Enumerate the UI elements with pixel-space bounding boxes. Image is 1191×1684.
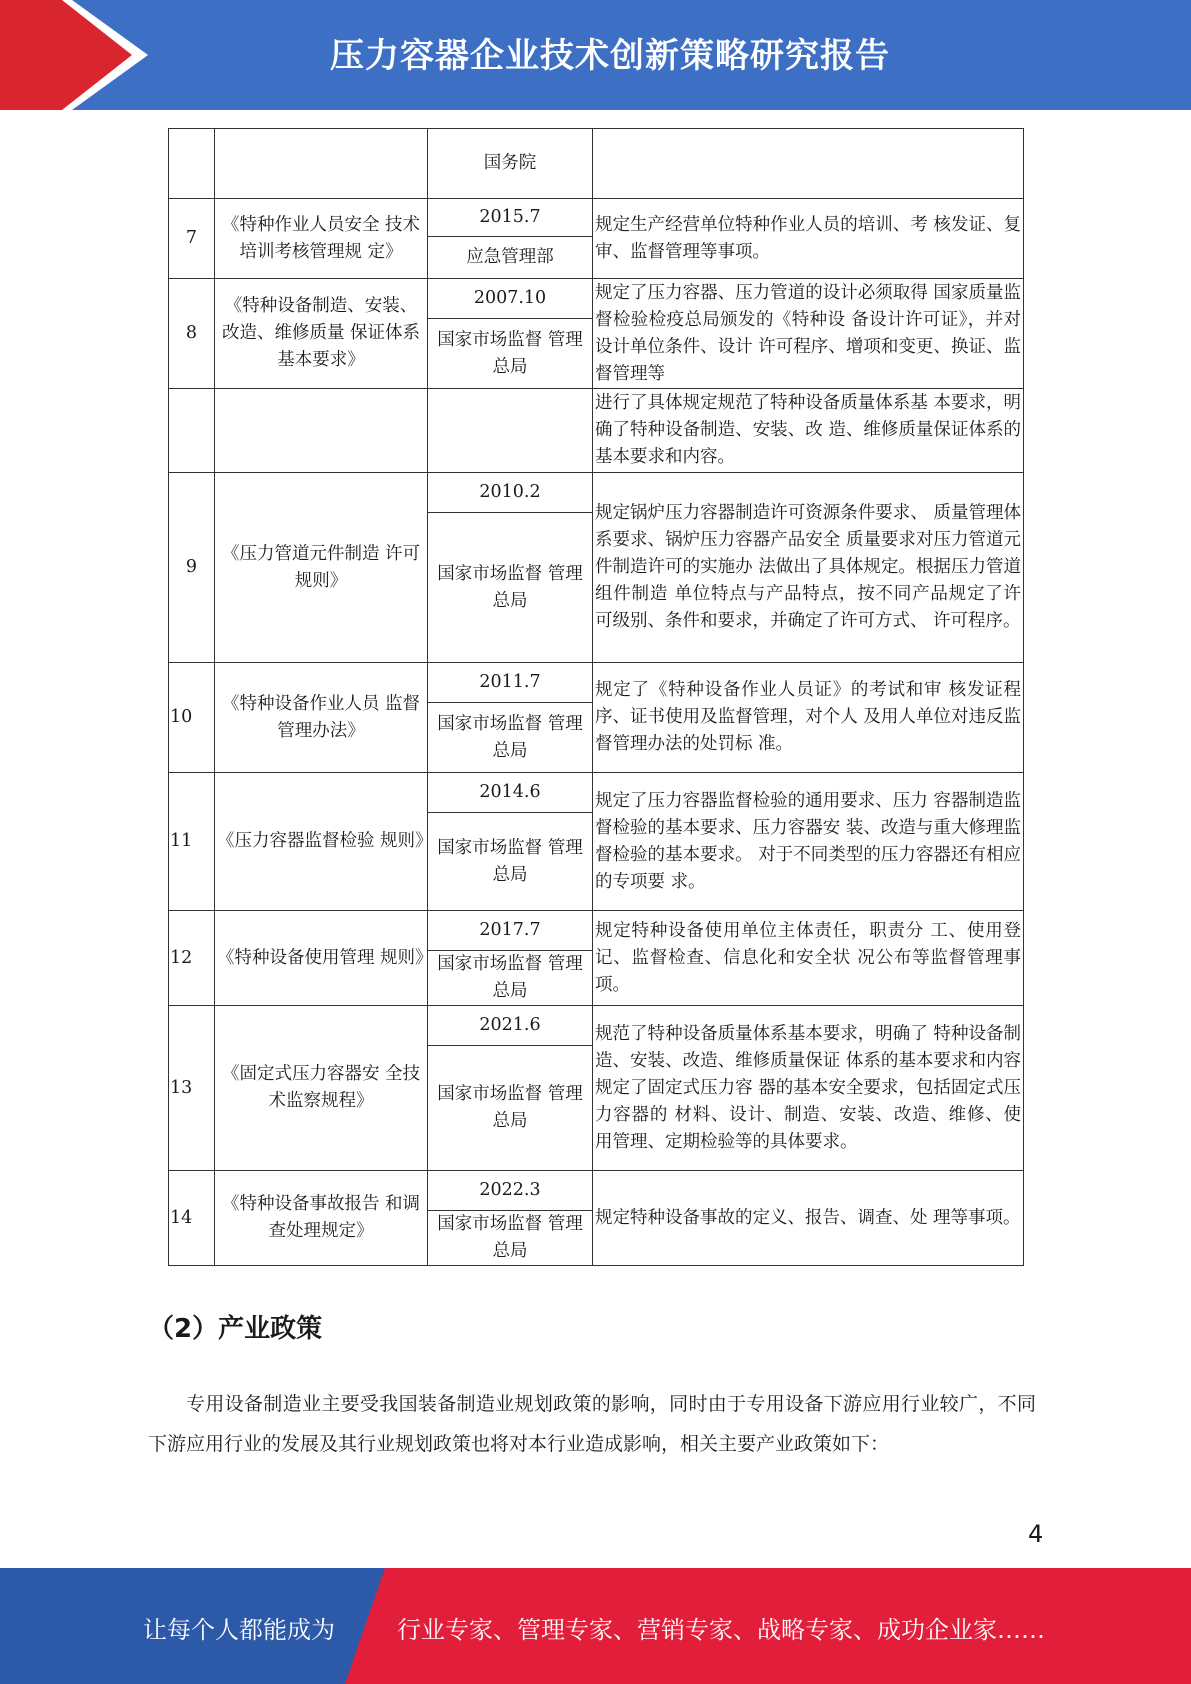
report-title: 压力容器企业技术创新策略研究报告 [330, 36, 890, 76]
page-footer [0, 1568, 1191, 1684]
table-cell-name: 《特种作业人员安全 技术培训考核管理规 定》 [215, 199, 428, 279]
table-cell-no: 12 [169, 911, 215, 1006]
table-cell-desc: 规定锅炉压力容器制造许可资源条件要求、 质量管理体系要求、锅炉压力容器产品安全 质量要求对压力管道元件制造许可的实施办 法做出了具体规定。根据压力管道组件制造 单位特点与产品特点，按不同产品规定了许 可级别、条件和要求，并确定了许可方式、 许可程序。 [593, 473, 1024, 663]
table-cell-authority: 国家市场监督 管理总局 [428, 703, 593, 773]
table-cell-date: 2015.7 [428, 199, 593, 237]
section-heading: （2）产业政策 [148, 1314, 323, 1344]
table-cell-name: 《特种设备作业人员 监督管理办法》 [215, 663, 428, 773]
table-cell-authority: 国家市场监督 管理总局 [428, 319, 593, 389]
table-cell-authority: 应急管理部 [428, 237, 593, 279]
page-header [0, 0, 1191, 110]
table-cell-authority: 国务院 [428, 129, 593, 199]
table-cell-desc: 规定了压力容器监督检验的通用要求、压力 容器制造监督检验的基本要求、压力容器安 装、改造与重大修理监督检验的基本要求。 对于不同类型的压力容器还有相应的专项要 求。 [593, 773, 1024, 911]
table-cell-no: 8 [169, 279, 215, 389]
table-cell-no: 14 [169, 1171, 215, 1266]
table-cell-date: 2022.3 [428, 1171, 593, 1211]
table-cell-no: 10 [169, 663, 215, 773]
table-row [169, 199, 1024, 237]
page-number: 4 [1028, 1520, 1044, 1548]
regulations-table [168, 128, 1024, 1266]
table-cell-name: 《特种设备事故报告 和调查处理规定》 [215, 1171, 428, 1266]
table-cell-name [215, 389, 428, 473]
table-cell-date: 2011.7 [428, 663, 593, 703]
table-row [169, 911, 1024, 951]
table-row [169, 663, 1024, 703]
table-cell-desc: 规范了特种设备质量体系基本要求，明确了 特种设备制造、安装、改造、维修质量保证 体系的基本要求和内容规定了固定式压力容 器的基本安全要求，包括固定式压力容器的 材料、设计、制造、安装、改造、维修、使 用管理、定期检验等的具体要求。 [593, 1006, 1024, 1171]
table-cell-date: 2021.6 [428, 1006, 593, 1046]
table-cell-desc [593, 129, 1024, 199]
table-cell-authority: 国家市场监督 管理总局 [428, 1211, 593, 1266]
table-cell-name [215, 129, 428, 199]
table-cell-name: 《压力管道元件制造 许可规则》 [215, 473, 428, 663]
table-cell-authority: 国家市场监督 管理总局 [428, 951, 593, 1006]
table-cell-name: 《固定式压力容器安 全技术监察规程》 [215, 1006, 428, 1171]
table-cell-no: 9 [169, 473, 215, 663]
table-row [169, 473, 1024, 513]
table-cell-no [169, 129, 215, 199]
table-cell-date: 2017.7 [428, 911, 593, 951]
table-cell-name: 《特种设备制造、安装、改造、维修质量 保证体系基本要求》 [215, 279, 428, 389]
table-row [169, 773, 1024, 813]
footer-slogan: 行业专家、管理专家、营销专家、战略专家、成功企业家…… [397, 1616, 1045, 1644]
table-cell-date: 2014.6 [428, 773, 593, 813]
table-cell-desc: 规定了《特种设备作业人员证》的考试和审 核发证程序、证书使用及监督管理，对个人 及用人单位对违反监督管理办法的处罚标 准。 [593, 663, 1024, 773]
table-row [169, 129, 1024, 199]
table-row [169, 1006, 1024, 1046]
table-cell-desc: 规定生产经营单位特种作业人员的培训、考 核发证、复审、监督管理等事项。 [593, 199, 1024, 279]
table-row [169, 1171, 1024, 1211]
body-paragraph: 专用设备制造业主要受我国装备制造业规划政策的影响，同时由于专用设备下游应用行业较广，不同下游应用行业的发展及其行业规划政策也将对本行业造成影响，相关主要产业政策如下： [148, 1393, 1036, 1455]
table-cell-authority: 国家市场监督 管理总局 [428, 1046, 593, 1171]
table-row [169, 279, 1024, 319]
table-cell-no [169, 389, 215, 473]
table-cell-name: 《特种设备使用管理 规则》 [215, 911, 428, 1006]
header-red-arrow [0, 0, 150, 110]
table-row [169, 389, 1024, 473]
table-cell-no: 11 [169, 773, 215, 911]
table-cell-name: 《压力容器监督检验 规则》 [215, 773, 428, 911]
footer-slogan-lead: 让每个人都能成为 [143, 1616, 335, 1644]
table-cell-authority [428, 389, 593, 473]
table-cell-authority: 国家市场监督 管理总局 [428, 813, 593, 911]
table-cell-no: 13 [169, 1006, 215, 1171]
table-cell-authority: 国家市场监督 管理总局 [428, 513, 593, 663]
table-cell-no: 7 [169, 199, 215, 279]
table-cell-desc: 进行了具体规定规范了特种设备质量体系基 本要求，明确了特种设备制造、安装、改 造、维修质量保证体系的基本要求和内容。 [593, 389, 1024, 473]
table-cell-desc: 规定特种设备事故的定义、报告、调查、处 理等事项。 [593, 1171, 1024, 1266]
table-cell-desc: 规定特种设备使用单位主体责任，职责分 工、使用登记、监督检查、信息化和安全状 况公布等监督管理事项。 [593, 911, 1024, 1006]
table-cell-date: 2007.10 [428, 279, 593, 319]
table-cell-desc: 规定了压力容器、压力管道的设计必须取得 国家质量监督检验检疫总局颁发的《特种设 备设计许可证》，并对设计单位条件、设计 许可程序、增项和变更、换证、监督管理等 [593, 279, 1024, 389]
table-cell-date: 2010.2 [428, 473, 593, 513]
